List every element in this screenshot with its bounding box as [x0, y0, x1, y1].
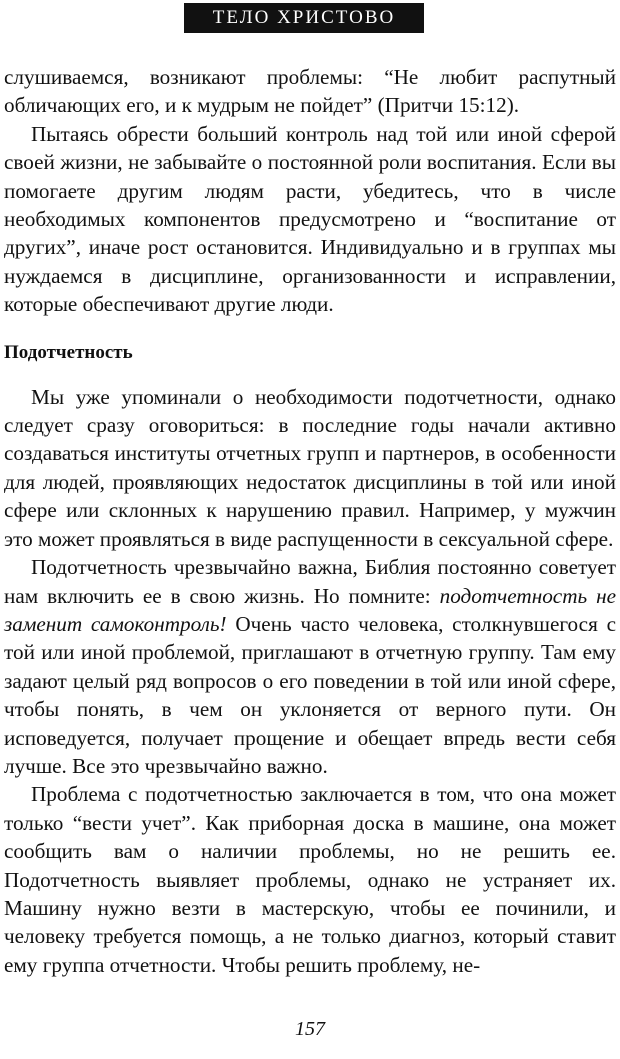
paragraph-4: [4, 553, 616, 780]
paragraph-3: Мы уже упоминали о необходимости подотчетности, однако следует сразу оговориться: в последние годы начали активно создаваться институты отчетных групп и партнеров, в особенности для людей, проявляющих недостаток дисциплины в той или иной сфере или склонных к нарушению правил. Например, у мужчин это может проявляться в виде распущенности в сексуальной сфере.: [4, 384, 616, 551]
paragraph-1: слушиваемся, возникают проблемы: “Не любит распутный обличающих его, и к мудрым не пойдет” (Притчи 15:12).: [4, 65, 616, 118]
running-head: ТЕЛО ХРИСТОВО: [184, 3, 424, 33]
paragraph-5: Проблема с подотчетностью заключается в том, что она может только “вести учет”. Как приборная доска в машине, она может сообщить вам о наличии проблемы, но не решить ее. Подотчетность выявляет проблемы, однако не устраняет их. Машину нужно везти в мастерскую, чтобы ее починили, и человеку требуется помощь, а не только диагноз, который ставит ему группа отчетности. Чтобы решить проблему, не-: [4, 782, 616, 977]
paragraph-2: Пытаясь обрести больший контроль над той или иной сферой своей жизни, не забывайте о постоянной роли воспитания. Если вы помогаете другим людям расти, убедитесь, что в числе необходимых компонентов предусмотрено и “воспитание от других”, иначе рост остановится. Индивидуально и в группах мы нуждаемся в дисциплине, организованности и исправлении, которые обеспечивают другие люди.: [4, 121, 616, 317]
page-number: 157: [295, 1018, 325, 1040]
body-text: [4, 63, 616, 979]
paragraph-4-start: Подотчетность чрезвычайно важна, Библия постоянно советует нам включить ее в свою жизнь. Но помните:: [4, 555, 616, 608]
paragraph-4-end: Очень часто человека, столкнувшегося с той или иной проблемой, приглашают в отчетную группу. Там ему задают целый ряд вопросов о его поведении в той или иной сфере, чтобы понять, в чем он уклоняется от верного пути. Он исповедуется, получает прощение и обещает впредь вести себя лучше. Все это чрезвычайно важно.: [4, 611, 616, 778]
paragraph-4-emphasis: подотчетность не заменит самоконтроль!: [4, 583, 616, 636]
section-heading: Подотчетность: [4, 341, 133, 363]
